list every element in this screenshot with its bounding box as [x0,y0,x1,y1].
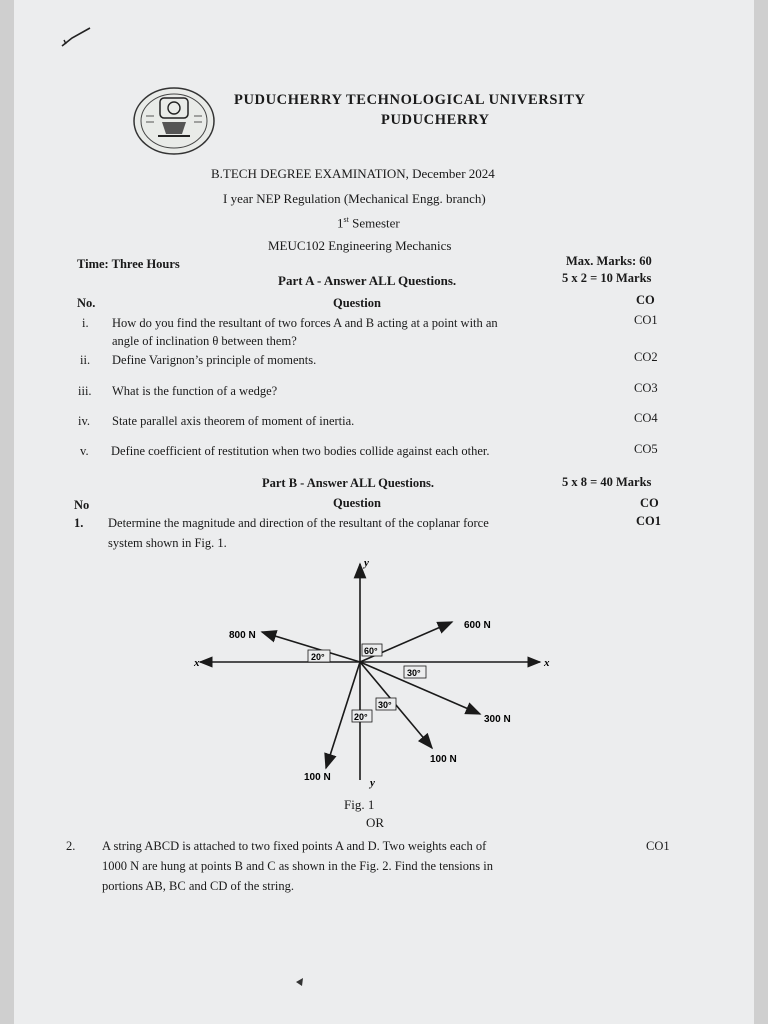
question-co: CO2 [634,350,658,364]
exam-semester [337,215,400,231]
question-1-text-continued: system shown in Fig. 1. [108,536,227,550]
axis-label-x-left: x [194,657,200,669]
axis-label-x-right: x [544,657,550,669]
part-b-marks: 5 x 8 = 40 Marks [562,475,652,489]
exam-title: B.TECH DEGREE EXAMINATION, December 2024 [211,166,495,181]
part-a-title: Part A - Answer ALL Questions. [278,273,457,288]
question-number: iii. [78,384,92,398]
part-b-title: Part B - Answer ALL Questions. [262,476,435,490]
question-1-co: CO1 [636,514,661,528]
course-title: MEUC102 Engineering Mechanics [268,238,452,253]
university-city: PUDUCHERRY [381,112,490,128]
angle-label: 60° [364,646,378,656]
force-label-300n: 300 N [484,714,511,725]
part-b-col-no: No [74,498,90,512]
max-marks: Max. Marks: 60 [566,254,652,268]
question-number: v. [80,444,89,458]
question-text: State parallel axis theorem of moment of inertia. [112,414,355,428]
question-2-text-continued: portions AB, BC and CD of the string. [102,879,295,893]
university-name: PUDUCHERRY TECHNOLOGICAL UNIVERSITY [234,92,586,108]
question-2-number: 2. [66,839,76,853]
angle-label: 20° [354,712,368,722]
angle-label: 20° [311,652,325,662]
semester-word: Semester [352,215,400,231]
force-label-800n: 800 N [229,630,256,641]
question-2-text-continued: 1000 N are hung at points B and C as shown in the Fig. 2. Find the tensions in [102,859,493,873]
part-b-col-co: CO [640,496,659,510]
force-label-600n: 600 N [464,620,491,631]
angle-label: 30° [407,668,421,678]
figure-caption: Fig. 1 [344,797,375,812]
part-a-col-question: Question [333,296,381,310]
pen-tick-mark [60,26,94,48]
question-number: i. [82,316,89,330]
axis-label-y-bottom: y [370,777,375,789]
semester-suffix: st [343,215,349,224]
semester-number: 1 [337,215,344,231]
question-text: What is the function of a wedge? [112,384,278,398]
ink-mark [294,974,310,990]
part-a-marks: 5 x 2 = 10 Marks [562,271,652,285]
question-co: CO5 [634,442,658,456]
exam-paper-page [14,0,754,1024]
part-a-col-no: No. [77,296,96,310]
university-logo-icon [132,86,216,156]
question-co: CO1 [634,313,658,327]
question-co: CO3 [634,381,658,395]
question-number: ii. [80,353,91,367]
angle-label: 30° [378,700,392,710]
axis-label-y-top: y [364,557,369,569]
exam-regulation: I year NEP Regulation (Mechanical Engg. branch) [223,191,486,206]
or-separator: OR [366,815,385,830]
question-1-number: 1. [74,516,84,530]
question-text: How do you find the resultant of two forces A and B acting at a point with an [112,316,498,330]
question-1-text: Determine the magnitude and direction of the resultant of the coplanar force [108,516,489,530]
force-label-100n-right: 100 N [430,754,457,765]
force-label-100n-left: 100 N [304,772,331,783]
question-text: Define Varignon’s principle of moments. [112,353,317,367]
question-2-co: CO1 [646,839,670,853]
question-text-continued: angle of inclination θ between them? [112,334,297,348]
question-text: Define coefficient of restitution when two bodies collide against each other. [111,444,490,458]
question-number: iv. [78,414,91,428]
question-2-text: A string ABCD is attached to two fixed points A and D. Two weights each of [102,839,487,853]
question-co: CO4 [634,411,658,425]
part-a-col-co: CO [636,293,655,307]
force-system-figure [174,552,554,792]
exam-time: Time: Three Hours [77,257,180,271]
part-b-col-question: Question [333,496,381,510]
